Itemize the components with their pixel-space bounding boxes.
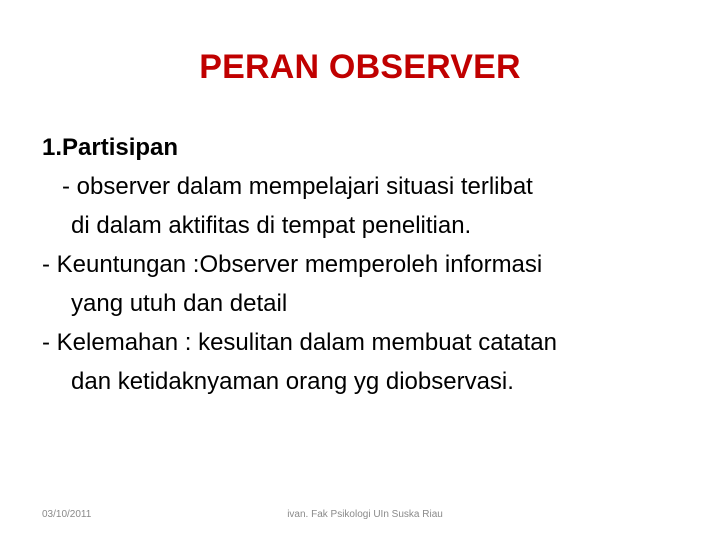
- body-line: - Keuntungan :Observer memperoleh informasi: [42, 251, 543, 278]
- section-heading: 1.Partisipan: [42, 134, 179, 161]
- body-line: - Kelemahan : kesulitan dalam membuat catatan: [42, 329, 557, 356]
- footer-author: ivan. Fak Psikologi UIn Suska Riau: [287, 509, 443, 520]
- body-line: di dalam aktifitas di tempat penelitian.: [71, 212, 472, 239]
- body-line: dan ketidaknyaman orang yg diobservasi.: [71, 368, 514, 395]
- body-line: yang utuh dan detail: [71, 290, 288, 317]
- footer-date: 03/10/2011: [42, 509, 92, 520]
- body-line: - observer dalam mempelajari situasi terlibat: [62, 173, 533, 200]
- slide-body: [42, 128, 702, 401]
- slide-title: PERAN OBSERVER: [199, 48, 521, 86]
